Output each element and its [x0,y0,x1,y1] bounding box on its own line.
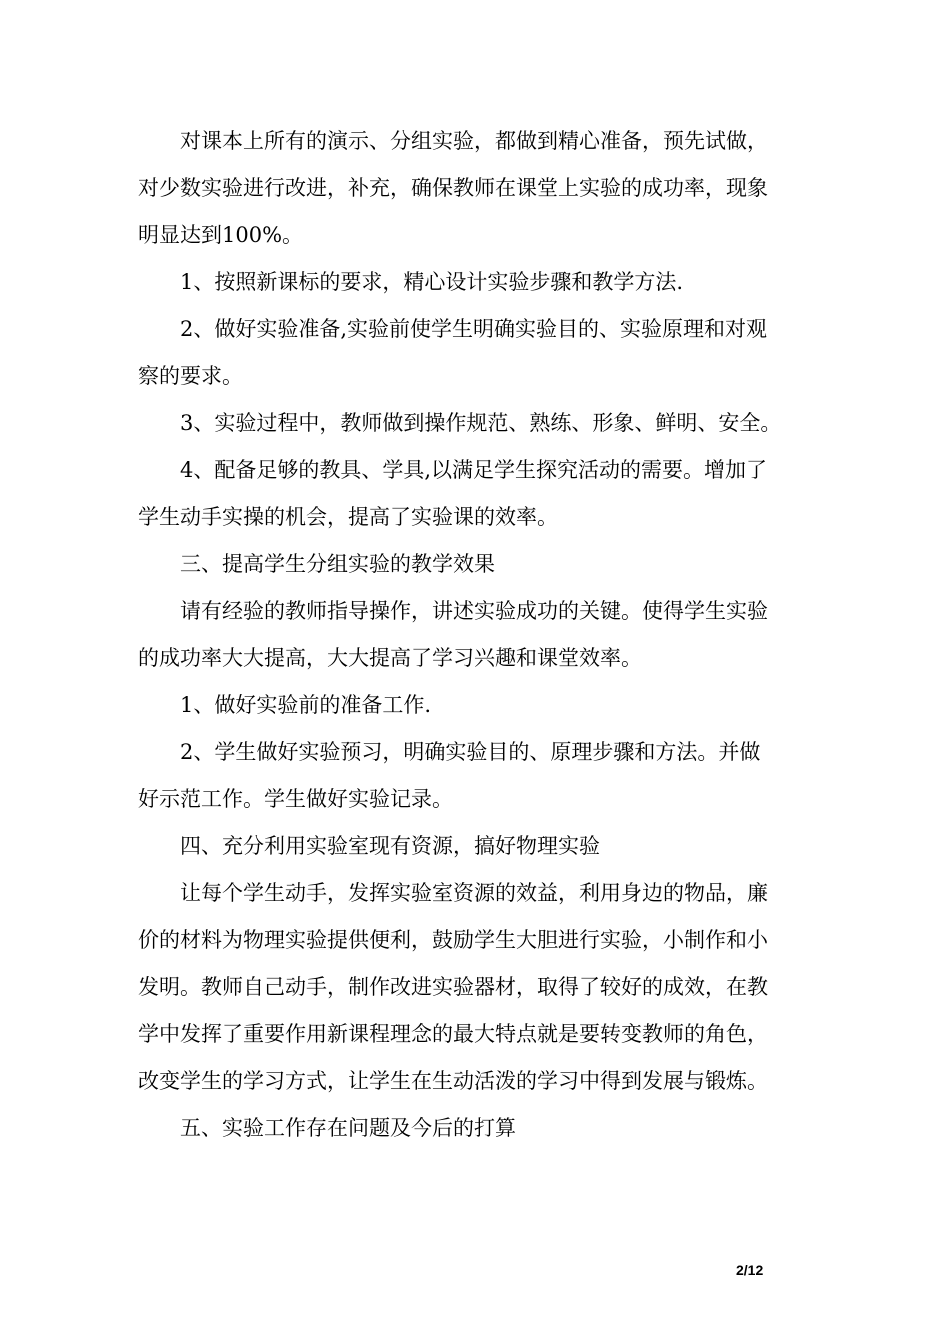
paragraph-line: 学中发挥了重要作用新课程理念的最大特点就是要转变教师的角色， [138,1022,768,1046]
paragraph-line: 改变学生的学习方式，让学生在生动活泼的学习中得到发展与锻炼。 [138,1069,768,1093]
paragraph-line: 四、充分利用实验室现有资源，搞好物理实验 [180,834,600,858]
paragraph-line: 1、做好实验前的准备工作. [180,693,432,717]
paragraph-line: 4、配备足够的教具、学具,以满足学生探究活动的需要。增加了 [180,458,768,482]
paragraph-line: 请有经验的教师指导操作，讲述实验成功的关键。使得学生实验 [180,599,768,623]
paragraph-line: 察的要求。 [138,364,243,388]
paragraph-line: 好示范工作。学生做好实验记录。 [138,787,453,811]
paragraph-line: 2、学生做好实验预习，明确实验目的、原理步骤和方法。并做 [180,740,761,764]
paragraph [138,541,818,588]
paragraph-line: 让每个学生动手，发挥实验室资源的效益，利用身边的物品，廉 [180,881,768,905]
paragraph [138,118,818,259]
paragraph [138,447,818,541]
paragraph [138,729,818,823]
paragraph [138,823,818,870]
document-body [138,118,818,1152]
paragraph-line: 五、实验工作存在问题及今后的打算 [180,1116,516,1140]
paragraph-line: 3、实验过程中，教师做到操作规范、熟练、形象、鲜明、安全。 [180,411,782,435]
paragraph-line: 三、提高学生分组实验的教学效果 [180,552,495,576]
paragraph-line: 明显达到100%。 [138,223,304,247]
paragraph [138,1105,818,1152]
paragraph-line: 对少数实验进行改进，补充，确保教师在课堂上实验的成功率，现象 [138,176,768,200]
paragraph [138,306,818,400]
paragraph-line: 价的材料为物理实验提供便利，鼓励学生大胆进行实验，小制作和小 [138,928,768,952]
paragraph [138,400,818,447]
paragraph [138,682,818,729]
paragraph-line: 发明。教师自己动手，制作改进实验器材，取得了较好的成效，在教 [138,975,768,999]
paragraph [138,588,818,682]
paragraph-line: 对课本上所有的演示、分组实验，都做到精心准备，预先试做， [180,129,768,153]
paragraph-line: 学生动手实操的机会，提高了实验课的效率。 [138,505,558,529]
paragraph-line: 2、做好实验准备,实验前使学生明确实验目的、实验原理和对观 [180,317,768,341]
paragraph-line: 1、按照新课标的要求，精心设计实验步骤和教学方法. [180,270,684,294]
paragraph [138,259,818,306]
page-number: 2/12 [736,1262,764,1278]
paragraph-line: 的成功率大大提高，大大提高了学习兴趣和课堂效率。 [138,646,642,670]
paragraph [138,870,818,1105]
